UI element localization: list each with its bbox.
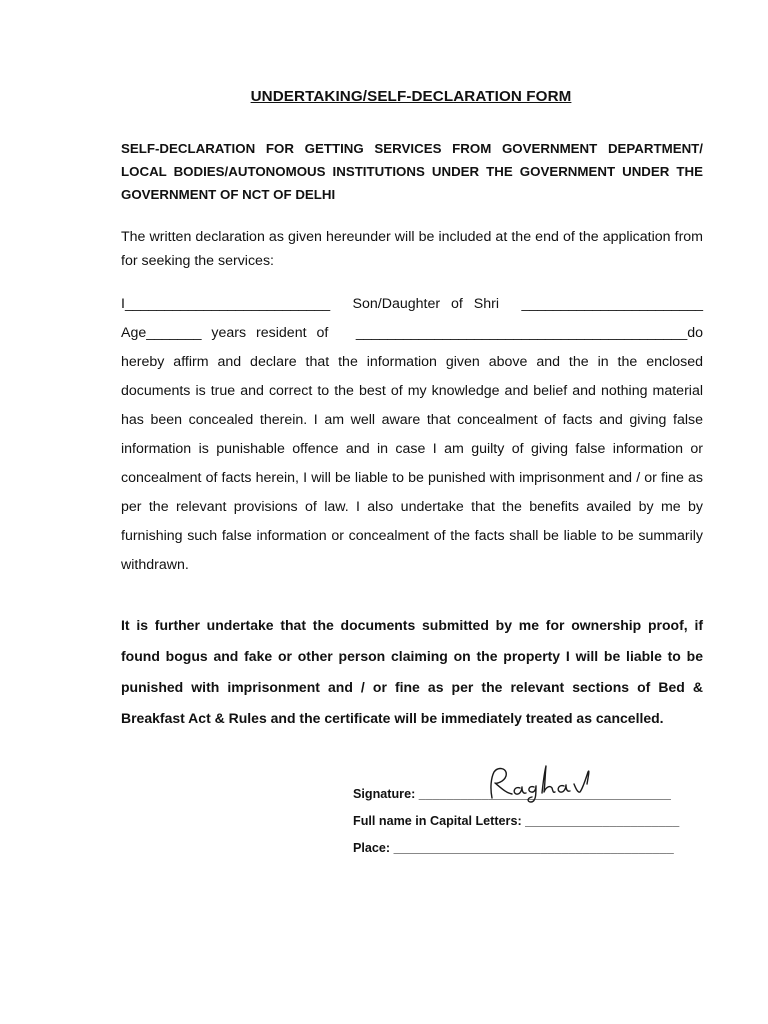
form-subtitle: SELF-DECLARATION FOR GETTING SERVICES FROM GOVERNMENT DEPARTMENT/ LOCAL BODIES/AUTONOMOUS INSTITUTIONS UNDER THE GOVERNMENT UNDER THE GOVERNMENT OF NCT OF DELHI: [121, 141, 703, 202]
place-line: Place: ________________________________________: [353, 841, 674, 855]
declaration-line-age: [121, 319, 703, 348]
handwritten-signature: [484, 760, 604, 804]
declaration-body: hereby affirm and declare that the information given above and the in the enclosed documents is true and correct to the best of my knowledge and belief and nothing material has been concealed therein. I am well aware that concealment of facts and giving false information is punishable offence and in case I am guilty of giving false information or concealment of facts herein, I will be liable to be punished with imprisonment and / or fine as per the relevant provisions of law. I also undertake that the benefits availed by me by furnishing such false information or concealment of the facts shall be liable to be summarily withdrawn.: [121, 354, 703, 573]
father-name-blank: _______________________: [521, 296, 703, 312]
declaration-line-name: [121, 290, 703, 319]
son-daughter-label: Son/Daughter of Shri: [352, 296, 500, 312]
signature-line: Signature: ____________________________________: [353, 787, 671, 801]
form-title: UNDERTAKING/SELF-DECLARATION FORM: [250, 88, 572, 105]
residence-blank: __________________________________________do: [355, 325, 703, 341]
undertaking-paragraph: It is further undertake that the documents submitted by me for ownership proof, if found bogus and fake or other person claiming on the property I will be liable to be punished with imprisonment and / or fine as per the relevant sections of Bed & Breakfast Act & Rules and the certificate will be immediately treated as cancelled.: [121, 617, 703, 726]
age-residence-label: Age_______ years resident of: [121, 325, 329, 341]
name-blank: I__________________________: [121, 296, 331, 312]
declaration-paragraph: [121, 290, 703, 580]
intro-paragraph: The written declaration as given hereunder will be included at the end of the application from for seeking the services:: [121, 229, 703, 269]
full-name-line: Full name in Capital Letters: ______________________: [353, 814, 680, 828]
